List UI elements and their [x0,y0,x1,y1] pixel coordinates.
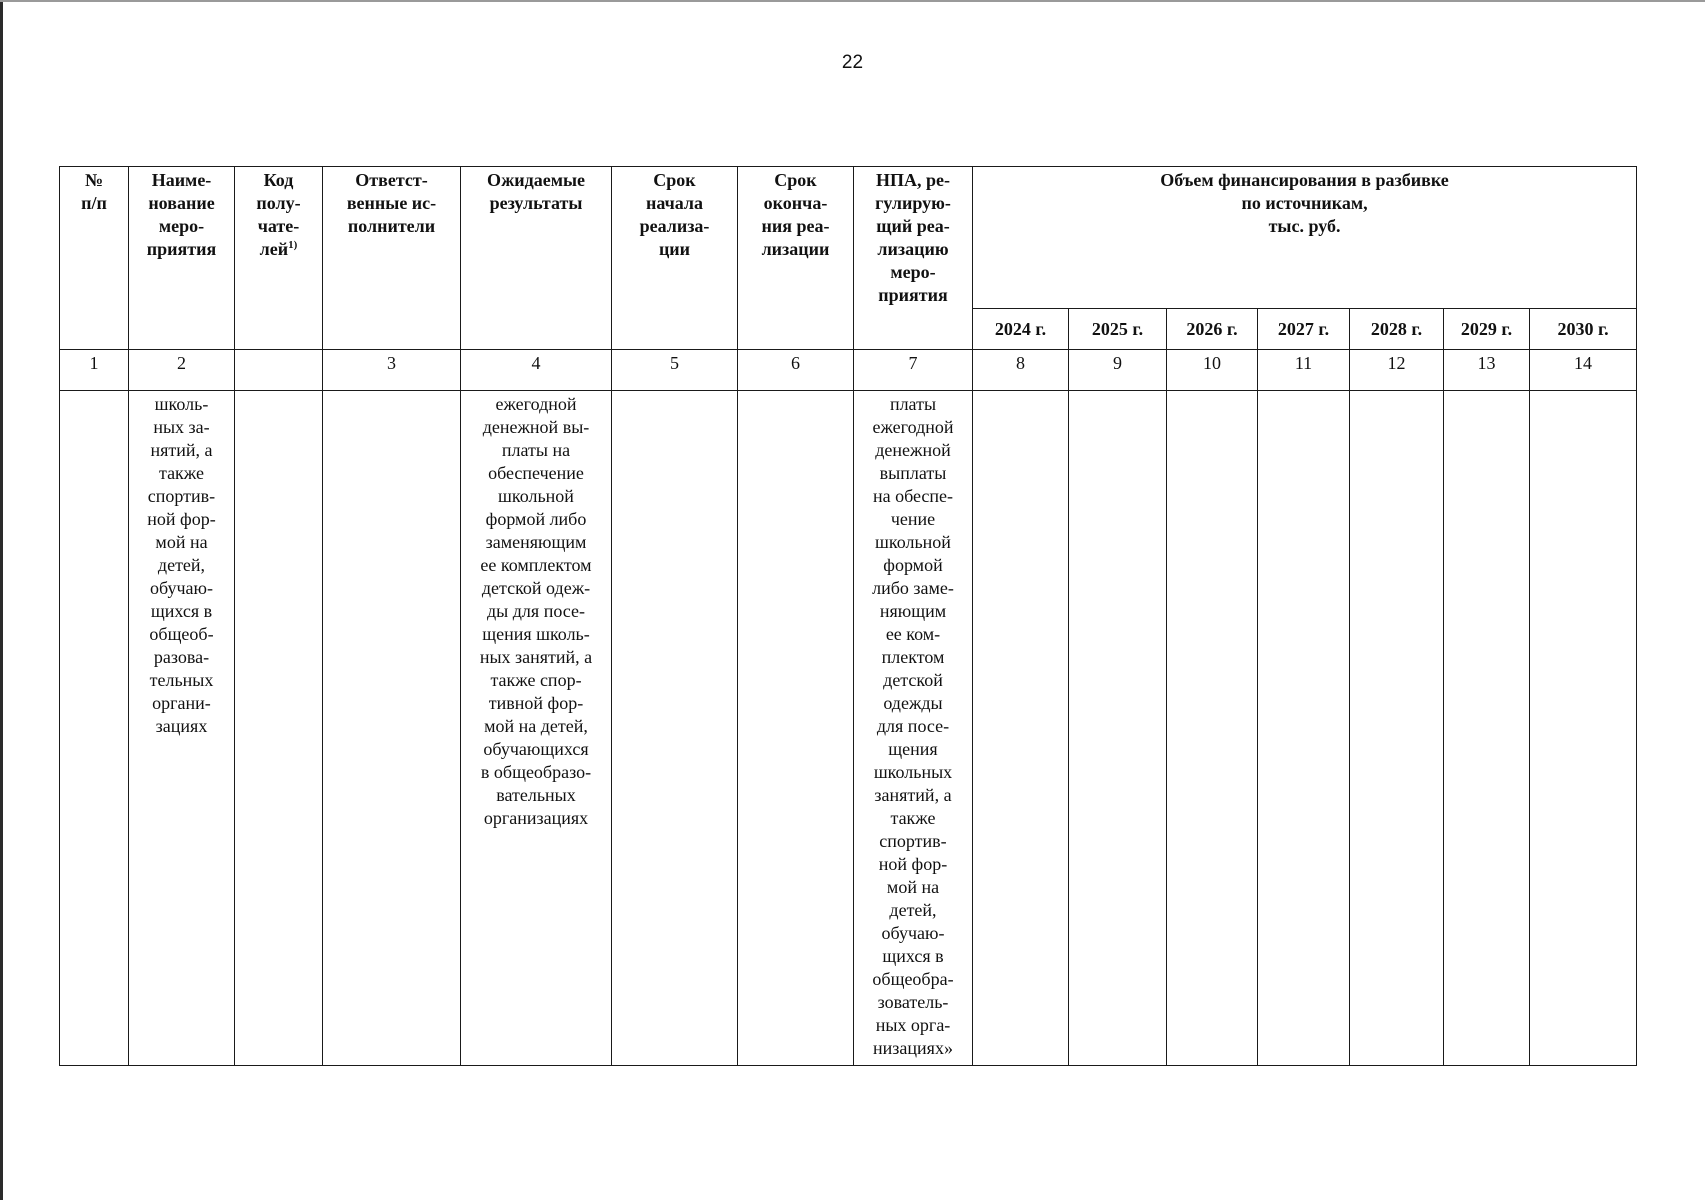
year-2029: 2029 г. [1444,309,1530,350]
cell-2027 [1258,391,1350,1066]
page-number: 22 [841,52,864,73]
column-number: 1 [60,350,129,391]
cell-responsible [323,391,461,1066]
column-number: 11 [1258,350,1350,391]
header-end-date: Срок оконча- ния реа- лизации [738,167,854,350]
column-number: 3 [323,350,461,391]
column-number: 8 [973,350,1069,391]
cell-expected-results: ежегодной денежной вы- платы на обеспечение школьной формой либо заменяющим ее комплектом детской одеж- ды для посе- щения школь- ных занятий, а также спор- тивной фор- мой на детей, обучающихся в общеобразо- вательных организациях [461,391,612,1066]
header-event-name: Наиме- нование меро- приятия [129,167,235,350]
year-2024: 2024 г. [973,309,1069,350]
cell-npa: платы ежегодной денежной выплаты на обеспе- чение школьной формой либо заме- няющим ее ком- плектом детской одежды для посе- щения школьных занятий, а также спортив- ной фор- мой на детей, обучаю- щихся в общеобра- зователь- ных орга- низациях» [854,391,973,1066]
cell-2025 [1069,391,1167,1066]
cell-event-name: школь- ных за- нятий, а также спортив- ной фор- мой на детей, обучаю- щихся в общеоб- разова- тельных органи- зациях [129,391,235,1066]
funding-table [59,166,1637,1066]
column-number: 10 [1167,350,1258,391]
header-npa: НПА, ре- гулирую- щий реа- лизацию меро- приятия [854,167,973,350]
cell-2028 [1350,391,1444,1066]
header-recipient-code-text: Код полу- чате- лей [256,170,301,259]
column-number: 5 [612,350,738,391]
footnote-mark: 1) [288,239,298,251]
year-2027: 2027 г. [1258,309,1350,350]
cell-2024 [973,391,1069,1066]
cell-number [60,391,129,1066]
column-number: 6 [738,350,854,391]
year-2026: 2026 г. [1167,309,1258,350]
year-2030: 2030 г. [1530,309,1637,350]
year-2025: 2025 г. [1069,309,1167,350]
cell-end-date [738,391,854,1066]
cell-2026 [1167,391,1258,1066]
scan-edge-left [0,0,3,1200]
column-number: 9 [1069,350,1167,391]
table-row [60,391,1637,1066]
header-funding: Объем финансирования в разбивке по источникам, тыс. руб. [973,167,1637,309]
column-number-row [60,350,1637,391]
header-row [60,167,1637,309]
cell-2030 [1530,391,1637,1066]
header-recipient-code [235,167,323,350]
column-number: 7 [854,350,973,391]
column-number: 13 [1444,350,1530,391]
header-number: № п/п [60,167,129,350]
column-number: 4 [461,350,612,391]
year-2028: 2028 г. [1350,309,1444,350]
header-responsible: Ответст- венные ис- полнители [323,167,461,350]
column-number: 2 [129,350,235,391]
header-expected-results: Ожидаемые результаты [461,167,612,350]
column-number: 14 [1530,350,1637,391]
column-number [235,350,323,391]
header-start-date: Срок начала реализа- ции [612,167,738,350]
cell-recipient-code [235,391,323,1066]
scan-edge-top [0,0,1705,2]
cell-start-date [612,391,738,1066]
cell-2029 [1444,391,1530,1066]
column-number: 12 [1350,350,1444,391]
